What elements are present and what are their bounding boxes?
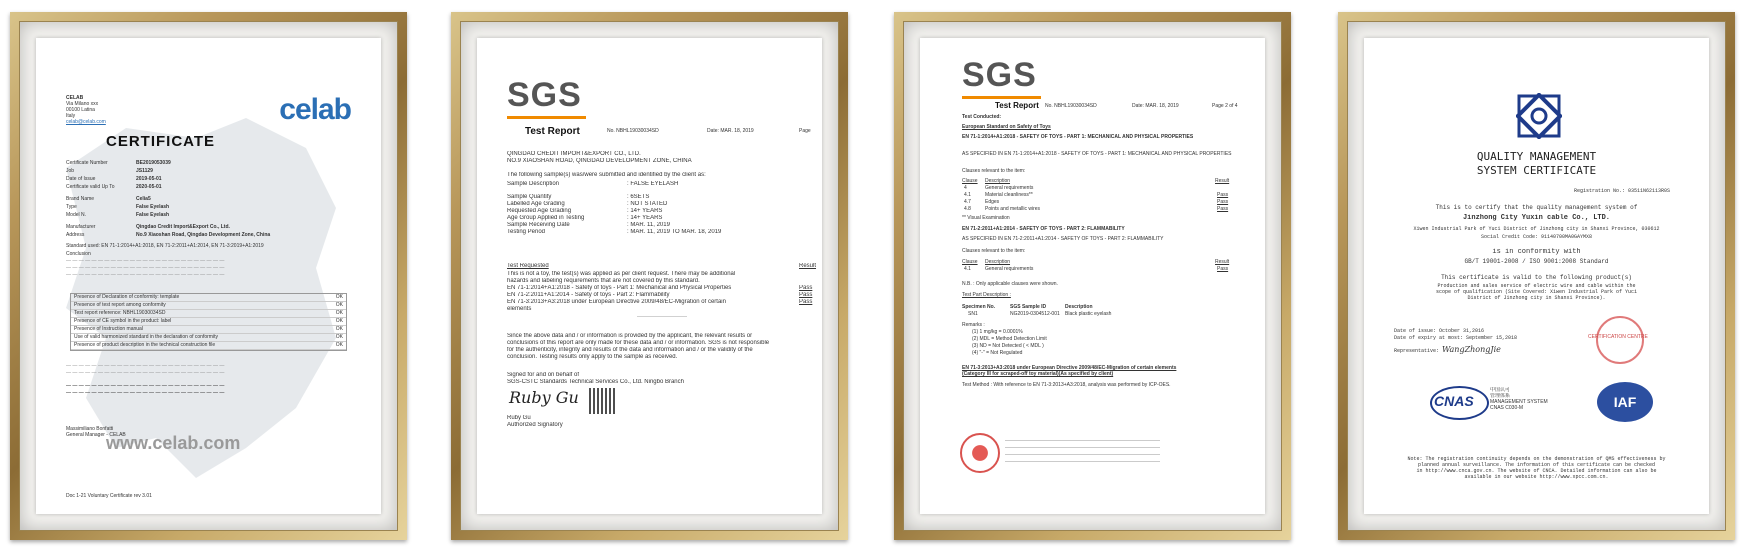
cnas-text: MANAGEMENT SYSTEM <box>1490 399 1548 405</box>
sample-label: Sample Quantity <box>507 194 552 200</box>
sample-value: : 6SETS <box>627 194 650 200</box>
field-label: Type <box>66 204 77 210</box>
nb-note: N.B. : Only applicable clauses were shown. <box>962 281 1058 287</box>
field-label: Job <box>66 168 75 174</box>
sample-label: Labelled Age Grading <box>507 201 565 207</box>
sample-value: : MAR. 11, 2019 TO MAR. 18, 2019 <box>627 229 722 235</box>
ok-check: OK <box>335 326 343 332</box>
checklist-row <box>71 318 346 326</box>
checklist-label: Presence of product description in the technical construction file <box>74 342 216 348</box>
report-date: Date: MAR. 18, 2019 <box>707 128 754 134</box>
checklist-row <box>71 342 346 350</box>
footer-note: Note: The registration continuity depends on the demonstration of QMS effectiveness by <box>1407 456 1666 462</box>
report-title: Test Report <box>525 126 580 137</box>
test-line: hazards and labeling requirements that are not covered by this standard. <box>507 278 700 284</box>
section-heading: European Standard on Safety of Toys <box>962 124 1051 130</box>
qr-code-icon <box>589 388 615 414</box>
signed-organization: SGS-CSTC Standards Technical Services Co., Ltd. Ningbo Branch <box>507 379 684 385</box>
celab-signatory-role: General Manager - CELAB <box>66 432 126 438</box>
pass-result: Pass <box>799 285 813 291</box>
sample-label: Age Group Applied in Testing <box>507 215 585 221</box>
clause-number: 4.7 <box>964 199 971 205</box>
celab-email-link[interactable]: celab@celab.com <box>66 119 106 125</box>
ok-check: OK <box>335 310 343 316</box>
field-value: 2020-05-01 <box>136 184 162 190</box>
celab-header-line: Via Milano xxx <box>66 101 99 107</box>
checklist-label: Presence of CE symbol in the product: label <box>74 318 172 324</box>
mat <box>19 21 398 531</box>
as-specified-2: AS SPECIFIED IN EN 71-2:2011+A1:2014 - SAFETY OF TOYS - PART 2: FLAMMABILITY <box>962 236 1164 242</box>
checklist-label: Test report reference: NBHL19030034SD <box>74 310 166 316</box>
report-page: Page 2 of 4 <box>1212 103 1238 109</box>
clause-number: 4.1 <box>964 266 971 272</box>
field-label: Address <box>66 232 85 238</box>
clause-number: 4 <box>964 185 967 191</box>
checklist-row <box>71 302 346 310</box>
test-line: EN 71-1:2014+A1:2018 - Safety of toys - Part 1: Mechanical and Physical Properties <box>507 285 732 291</box>
remark-line: (3) ND = Not Detected ( < MDL ) <box>972 343 1044 349</box>
company-address: Xiwen Industrial Park of Yuci District of Jinzhong city in Shanxi Province, 030612 <box>1413 226 1660 232</box>
pass-result: Pass <box>799 292 813 298</box>
spec-col: Specimen No. <box>962 304 996 310</box>
spec-col: Description <box>1065 304 1093 310</box>
clause-result: Pass <box>1217 199 1229 205</box>
test-line: elements <box>507 306 532 312</box>
field-value: No.9 Xiaoshan Road, Qingdao Development Zone, China <box>136 232 271 238</box>
remark-line: (2) MDL = Method Detection Limit <box>972 336 1047 342</box>
clause-col: Clause <box>962 259 978 265</box>
clause-col: Clause <box>962 178 978 184</box>
company-name: Jinzhong City Yuxin cable Co., LTD. <box>1462 214 1611 222</box>
field-value: JS1129 <box>136 168 153 174</box>
clause-col: Description <box>985 178 1011 184</box>
sgs-report-page2: SGS Test Report No. NBHL19030034SD Date: MAR. 18, 2019 Page 2 of 4 Test Conducted: European Standard on Safety of Toys EN 71-1:2014+A1:2018 - SAFETY OF TOYS - PART 1: MECHANICAL AND PHYSICAL PROPERTIES AS SPECIFIED IN EN 71-1:2014+A1:2018 - SAFETY OF TOYS - PART 1: MECHANICAL AND PHYSICAL PROPERTIES Clauses relevant to the item: ** Visual Examination EN 71-2:2011+A1:2014 - SAFETY OF TOYS - PART 2: FLAMMABILITY AS SPECIFIED IN EN 71-2:2011+A1:2014 - SAFETY OF TOYS - PART 2: FLAMMABILITY Clauses relevant to the item: N.B. : Only applicable clauses were shown. Test Part Description : Specimen No. SGS Sample ID Description SN1 NG2019-0304512-001 Black plastic eyelash EN 71-3:2013+A3:2018 under European Directive 2009/48/EC-Migration of certain elements (Category III for scraped-off toy material)(As specified by client) Test Method : With reference to EN 71-3:2013+A3:2018, analysis was performed by ICP-OES. ——————————————————————————————— ——————————————————————————————— ——————————————————————————————— ——————————————————————————————— Clause Description Result 4 General requirements 4.1 Material cleanliness** Pass 4.7 Edges Pass 4.8 Points and metallic wires Pass Clause Description Result 4.1 General requirements Pass Remarks : (1) 1 mg/kg = 0.0001% (2) MDL = Method Detection Limit (3) ND = Not Detected ( < MDL ) (4) "-" = Not Regulated <box>920 38 1265 514</box>
sample-value: : MAR. 11, 2019 <box>627 222 670 228</box>
test-part-heading: Test Part Description : <box>962 292 1011 298</box>
field-value: False Eyelash <box>136 212 170 218</box>
cnas-text: 管理体系 <box>1490 393 1511 399</box>
sample-label: Sample Receiving Date <box>507 222 570 228</box>
clause-description: General requirements <box>985 185 1034 191</box>
visual-note: ** Visual Examination <box>962 215 1010 221</box>
certificate-title: CERTIFICATE <box>106 133 216 150</box>
celab-certificate: CELAB Via Milano xxx 00100 Latina Italy celab@celab.com celab CERTIFICATE Standard used: EN 71-1:2014+A1:2018, EN 71-2:2011+A1:2014, EN 71-3:2019+A1:2019 Conclusion — — — — — — — — — — — — — — — — — — — — — — — — — — — — — — — — — — — — — — — — — — — — — — — — — — — — — — — — — — — — — — — — — — — — — — — — — — — Presence of Declaration of conformity: template OK Presence of test report among conformity OK Test report reference: NBHL19030034SD OK Presence of CE symbol in the product: label OK Presence of Instruction manual OK Use of valid harmonized standard in the declaration of conformity OK Presence of product description in the technical construction file OK — — — — — — — — — — — — — — — — — — — — — — — — — — — — — — — — — — — — — — — — — — — — — — — — — — — — — — — — — — — — — — — — — — — — — — — — — — — — — — — — — — — — — — — — — — — — — — — — — — — — Massimiliano Bonfatti General Manager - CELAB www.celab.com Doc 1-21 Voluntary Certificate rev 3.01 Certificate Number BE2019053039 Job JS1129 Date of Issue 2019-05-01 Certificate valid Up To 2020-05-01 Brand Name Celia5 Type False Eyelash Model N. False Eyelash Manufacturer Qingdao Credit Import&Export Co., Ltd. Address No.9 Xiaoshan Road, Qingdao Development Zone, China <box>36 38 381 514</box>
disclaimer-line: for the authenticity, integrity and results of the data and information and / or the validity of the <box>507 347 753 353</box>
sgs-logo: SGS <box>507 76 582 114</box>
red-seal-stamp-icon <box>960 433 1000 473</box>
celab-conclusion: Conclusion <box>66 251 91 257</box>
sample-value: : NOT STATED <box>627 201 668 207</box>
clauses-relevant: Clauses relevant to the item: <box>962 248 1026 254</box>
sample-label: Sample Description <box>507 181 560 187</box>
frame-sgs-report-page1 <box>451 12 848 540</box>
celab-logo: celab <box>279 93 351 126</box>
frame-quality-certificate <box>1338 12 1735 540</box>
signatory-name: Ruby Gu <box>507 415 531 421</box>
ok-check: OK <box>335 302 343 308</box>
disclaimer-line: Since the above data and / or information is provided by the applicant, the relevant results or <box>507 333 753 339</box>
registration-number: Registration No.: 03511N62113R0S <box>1574 188 1671 194</box>
certify-text: This is to certify that the quality management system of <box>1435 204 1638 211</box>
clause-description: General requirements <box>985 266 1034 272</box>
client-address: NO.9 XIAOSHAN ROAD, QINGDAO DEVELOPMENT ZONE, CHINA <box>507 158 692 164</box>
disclaimer-line: conclusions of this report are only made for these data and / or information. SGS is not responsible <box>507 340 770 346</box>
celab-header-line: 00100 Latina <box>66 107 95 113</box>
test-method: Test Method : With reference to EN 71-3:2013+A3:2018, analysis was performed by ICP-OES. <box>962 382 1171 388</box>
test-conducted: Test Conducted: <box>962 114 1002 120</box>
spec-cell: SN1 <box>968 311 978 317</box>
spec-col: SGS Sample ID <box>1010 304 1047 310</box>
en71-1-heading: EN 71-1:2014+A1:2018 - SAFETY OF TOYS - PART 1: MECHANICAL AND PHYSICAL PROPERTIES <box>962 134 1194 140</box>
ok-check: OK <box>335 342 343 348</box>
celab-signatory-name: Massimiliano Bonfatti <box>66 426 114 432</box>
as-specified-1: AS SPECIFIED IN EN 71-1:2014+A1:2018 - SAFETY OF TOYS - PART 1: MECHANICAL AND PHYSICAL PROPERTIES <box>962 151 1232 157</box>
clause-result: Pass <box>1217 192 1229 198</box>
celab-footer: Doc 1-21 Voluntary Certificate rev 3.01 <box>66 493 152 499</box>
report-page: Page <box>799 128 811 134</box>
mat <box>460 21 839 531</box>
client-name: QINGDAO CREDIT IMPORT&EXPORT CO., LTD. <box>507 151 641 157</box>
celab-website: www.celab.com <box>106 433 241 453</box>
sgs-report-page1: SGS Test Report No. NBHL19030034SD Date: MAR. 18, 2019 Page QINGDAO CREDIT IMPORT&EXPORT CO., LTD. NO.9 XIAOSHAN ROAD, QINGDAO DEVELOPMENT ZONE, CHINA The following sample(s) was/were submitted and identified by the client as: Test Requested Result ------------------------- Signed for and on behalf of SGS-CSTC Standards Technical Services Co., Ltd. Ningbo Branch Ruby Gu Ruby Gu Authorized Signatory Sample Description : FALSE EYELASH Sample Quantity : 6SETS Labelled Age Grading : NOT STATED Requested Age Grading : 14+ YEARS Age Group Applied in Testing : 14+ YEARS Sample Receiving Date : MAR. 11, 2019 Testing Period : MAR. 11, 2019 TO MAR. 18, 2019 This is not a toy, the test(s) was applied as per client request. There may be additional hazards and labeling requirements that are not covered by this standard. EN 71-1:2014+A1:2018 - Safety of toys - Part 1: Mechanical and Physical Properties EN 71-2:2011+A1:2014 - Safety of toys - Part 2: Flammability EN 71-3:2013+A3:2018 under European Directive 2009/48/EC-Migration of certain elements Pass Pass Pass Since the above data and / or information is provided by the applicant, the relevant results or conclusions of this report are only made for these data and / or information. SGS is not responsible for the authenticity, integrity and results of the data and information and / or the validity of the conclusion. Testing results only apply to the sample as received. <box>477 38 822 514</box>
checklist-label: Presence of Instruction manual <box>74 326 143 332</box>
scope-line: scope of qualification (Site Covered: Xiwen Industrial Park of Yuci <box>1435 289 1638 295</box>
standard: GB/T 19001-2008 / ISO 9001:2008 Standard <box>1464 258 1609 265</box>
remark-line: Remarks : <box>962 322 985 328</box>
checklist-row <box>71 326 346 334</box>
signatory-role: Authorized Signatory <box>507 422 563 428</box>
celab-checklist-box <box>70 293 347 351</box>
conformity-text: is in conformity with <box>1492 248 1581 256</box>
field-value: False Eyelash <box>136 204 170 210</box>
field-value: Celia5 <box>136 196 151 202</box>
cnas-logo-text: CNAS <box>1434 393 1474 409</box>
seal-text: CERTIFICATION CENTRE <box>1588 334 1648 340</box>
checklist-row <box>71 310 346 318</box>
frame-celab-certificate <box>10 12 407 540</box>
signed-on-behalf: Signed for and on behalf of <box>507 372 580 378</box>
sample-value: : 14+ YEARS <box>627 215 663 221</box>
en71-3-heading: EN 71-3:2013+A3:2018 under European Directive 2009/48/EC-Migration of certain elements <box>962 365 1177 371</box>
sample-value: : FALSE EYELASH <box>627 181 679 187</box>
field-label: Certificate valid Up To <box>66 184 115 190</box>
test-requested-heading: Test Requested <box>507 263 549 269</box>
clause-description: Edges <box>985 199 1000 205</box>
valid-for: This certificate is valid to the following product(s) <box>1441 274 1632 281</box>
field-label: Manufacturer <box>66 224 96 230</box>
checklist-label: Presence of Declaration of conformity: template <box>74 294 180 300</box>
checklist-label: Use of valid harmonized standard in the declaration of conformity <box>74 334 218 340</box>
social-credit-code: Social Credit Code: 91140700MA0GAYMX8 <box>1480 234 1593 240</box>
remark-line: (1) 1 mg/kg = 0.0001% <box>972 329 1023 335</box>
field-label: Date of Issue <box>66 176 96 182</box>
report-date: Date: MAR. 18, 2019 <box>1132 103 1179 109</box>
sgs-logo: SGS <box>962 56 1037 94</box>
field-value: 2019-05-01 <box>136 176 162 182</box>
certificate-title-line2: SYSTEM CERTIFICATE <box>1476 164 1597 177</box>
pass-result: Pass <box>799 299 813 305</box>
cnas-text: 中国认可 <box>1490 387 1511 393</box>
celab-header-line: Italy <box>66 113 76 119</box>
field-label: Model N. <box>66 212 87 218</box>
clause-col: Description <box>985 259 1011 265</box>
sample-intro: The following sample(s) was/were submitted and identified by the client as: <box>507 172 706 178</box>
representative-label: Representative: <box>1394 348 1440 354</box>
category-note: (Category III for scraped-off toy material)(As specified by client) <box>962 371 1114 377</box>
cnas-text: CNAS C030-M <box>1490 405 1524 411</box>
ok-check: OK <box>335 294 343 300</box>
quality-certificate <box>1364 38 1709 514</box>
footer-note: in http://www.cnca.gov.cn. The website of CNCA. Detailed information can also be <box>1416 468 1657 474</box>
scope-line: Production and sales service of electric wire and cable within the <box>1437 283 1636 289</box>
celab-header-line: CELAB <box>66 95 84 101</box>
footer-note: available in our website http://www.xpcc.com.cn. <box>1464 474 1609 480</box>
report-number: No. NBHL19030034SD <box>607 128 659 134</box>
report-number: No. NBHL19030034SD <box>1045 103 1097 109</box>
test-line: EN 71-2:2011+A1:2014 - Safety of toys - Part 2: Flammability <box>507 292 670 298</box>
mat <box>1347 21 1726 531</box>
remark-line: (4) "-" = Not Regulated <box>972 350 1023 356</box>
spec-cell: NG2019-0304512-001 <box>1010 311 1060 317</box>
checklist-label: Presence of test report among conformity <box>74 302 166 308</box>
ok-check: OK <box>335 318 343 324</box>
celab-standard: Standard used: EN 71-1:2014+A1:2018, EN 71-2:2011+A1:2014, EN 71-3:2019+A1:2019 <box>66 243 264 249</box>
frame-sgs-report-page2 <box>894 12 1291 540</box>
date-of-issue: Date of issue: October 31,2016 <box>1394 328 1485 334</box>
disclaimer-line: conclusion. Testing results only apply to the sample as received. <box>507 354 678 360</box>
field-label: Brand Name <box>66 196 95 202</box>
sample-value: : 14+ YEARS <box>627 208 663 214</box>
sample-label: Requested Age Grading <box>507 208 572 214</box>
clause-col: Result <box>1215 178 1230 184</box>
ok-check: OK <box>335 334 343 340</box>
test-line: This is not a toy, the test(s) was applied as per client request. There may be additional <box>507 271 736 277</box>
clause-result: Pass <box>1217 206 1229 212</box>
certificate-title-line1: QUALITY MANAGEMENT <box>1476 150 1597 163</box>
clause-number: 4.8 <box>964 206 971 212</box>
report-title: Test Report <box>995 101 1039 110</box>
clause-result: Pass <box>1217 266 1229 272</box>
clause-description: Points and metallic wires <box>985 206 1041 212</box>
field-value: BE2019053039 <box>136 160 171 166</box>
field-label: Certificate Number <box>66 160 108 166</box>
clause-number: 4.1 <box>964 192 971 198</box>
checklist-row <box>71 294 346 302</box>
scope-line: District of Jinzhong city in Shanxi Province). <box>1467 295 1606 301</box>
test-line: EN 71-3:2013+A3:2018 under European Directive 2009/48/EC-Migration of certain <box>507 299 726 305</box>
field-value: Qingdao Credit Import&Export Co., Ltd. <box>136 224 230 230</box>
certification-seal-icon <box>1596 316 1644 364</box>
clause-description: Material cleanliness** <box>985 192 1033 198</box>
representative-signature: WangZhongJie <box>1442 345 1501 354</box>
sample-label: Testing Period <box>507 229 546 235</box>
clause-col: Result <box>1215 259 1230 265</box>
date-of-expiry: Date of expiry at most: September 15,2018 <box>1394 335 1518 341</box>
mat <box>903 21 1282 531</box>
footer-note: planned annual surveillance. The information of this certificate can be checked <box>1417 462 1656 468</box>
result-heading: Result <box>799 263 817 269</box>
en71-2-heading: EN 71-2:2011+A1:2014 - SAFETY OF TOYS - PART 2: FLAMMABILITY <box>962 226 1125 232</box>
spec-cell: Black plastic eyelash <box>1065 311 1112 317</box>
checklist-row <box>71 334 346 342</box>
iaf-logo: IAF <box>1597 382 1653 422</box>
clauses-relevant: Clauses relevant to the item: <box>962 168 1026 174</box>
certification-emblem-icon <box>1516 93 1562 139</box>
signature: Ruby Gu <box>509 388 579 407</box>
